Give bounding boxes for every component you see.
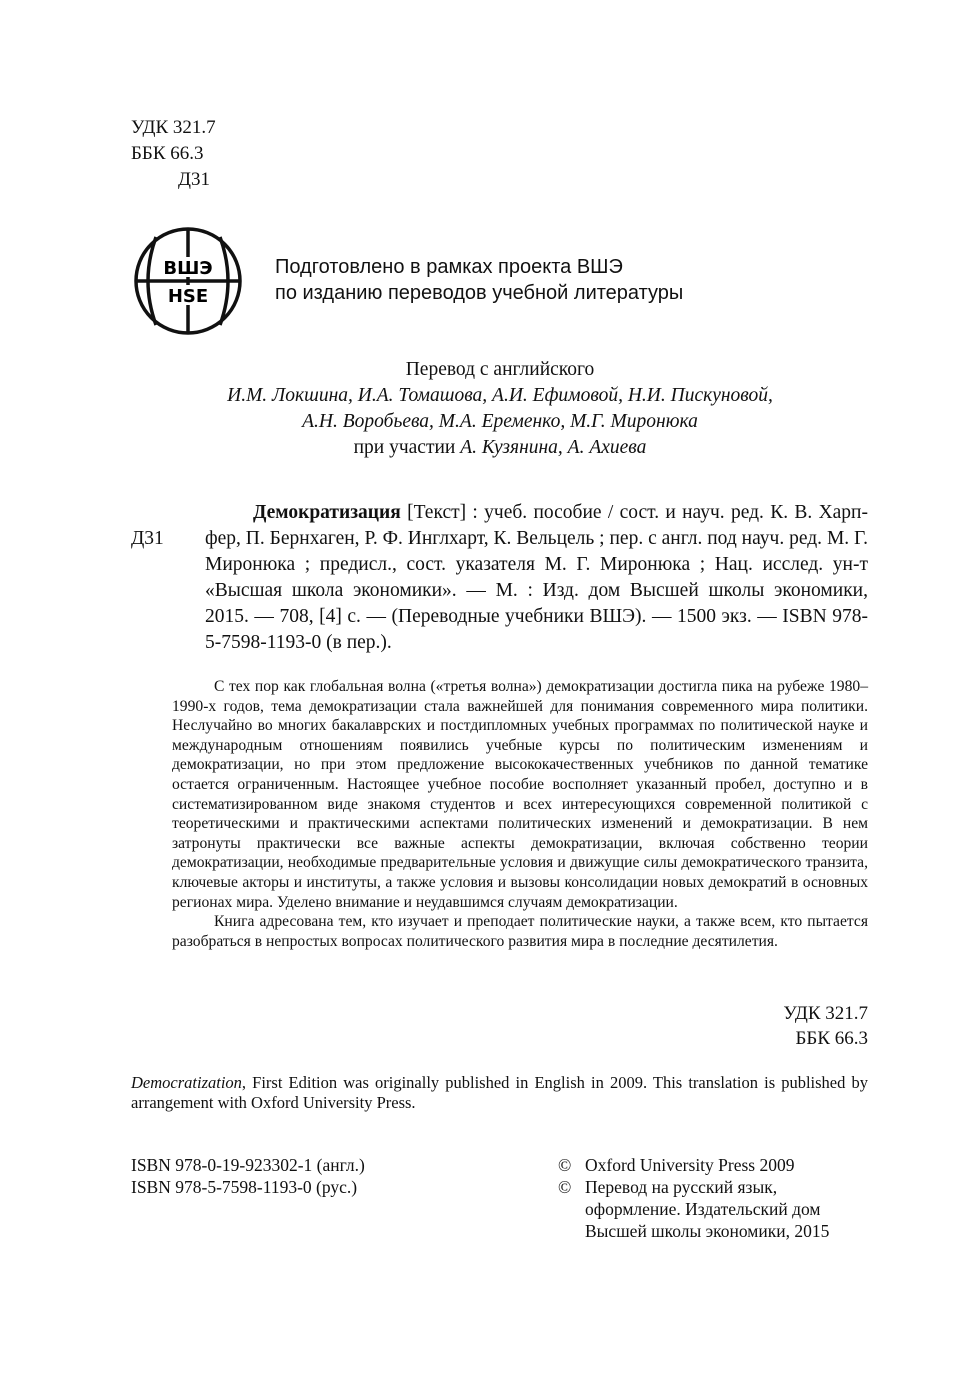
footer-udk: УДК 321.7 [783, 1003, 868, 1024]
participation-prefix: при участии [353, 437, 461, 458]
original-text: , First Edition was originally published in English in 2009. This translation is published by arrangement with Oxford University Press. [131, 1073, 868, 1112]
classification-block [131, 115, 216, 193]
copyright-hse-line1: Перевод на русский язык, [585, 1177, 778, 1197]
copyright-symbol: © [558, 1177, 572, 1197]
original-edition-note [131, 1073, 868, 1113]
project-note-line2: по изданию переводов учебной литературы [275, 282, 684, 304]
project-note-line1: Подготовлено в рамках проекта ВШЭ [275, 256, 623, 278]
translators-line1: И.М. Локшина, И.А. Томашова, А.И. Ефимовой, Н.И. Пискуновой, [227, 385, 773, 406]
udk-code: УДК 321.7 [131, 117, 216, 138]
hse-logo [132, 225, 244, 337]
copyright-oup [558, 1154, 829, 1176]
copyright-block [558, 1154, 829, 1242]
copyright-hse-line3: Высшей школы экономики, 2015 [585, 1221, 830, 1241]
footer-codes [783, 1001, 868, 1051]
translation-credits [150, 357, 850, 461]
copyright-oup-text: Oxford University Press 2009 [585, 1155, 795, 1175]
participation-line [150, 435, 850, 461]
isbn-english: ISBN 978-0-19-923302-1 (англ.) [131, 1155, 365, 1175]
abstract [172, 677, 868, 951]
copyright-hse-line2: оформление. Издательский дом [585, 1199, 821, 1219]
author-sign: Д31 [178, 169, 210, 190]
isbn-block [131, 1154, 365, 1198]
translators-line2: А.Н. Воробьева, М.А. Еременко, М.Г. Миронюка [302, 411, 698, 432]
catalog-entry [205, 500, 868, 656]
project-note [275, 254, 683, 306]
abstract-paragraph-1: С тех пор как глобальная волна («третья волна») демократизации достигла пика на рубеже 1980–1990-х годов, тема демократизации стала важнейшей для понимания современного мира политики. Неслучайно во многих бакалаврских и постдипломных учебных программах по политической науке и международным отношениям появились учебные курсы по политическим изменениям и демократизации, но при этом предложение высококачественных учебников по данной тематике остается ограниченным. Настоящее учебное пособие восполняет указанный пробел, доступно и в систематизированном виде знакомя студентов и всех интересующихся современной политикой с теоретическими и практическими аспектами политических изменений и демократизации. В нем затронуты практически все важные аспекты демократизации, включая собственно теории демократизации, необходимые предварительные условия и движущие силы демократического транзита, ключевые акторы и институты, а также условия и вызовы консолидации новых демократий в основных регионах мира. Уделено внимание и неудавшимся случаям демократизации. [172, 678, 868, 911]
logo-text-hse: HSE [167, 286, 209, 307]
participation-names: А. Кузянина, А. Ахиева [460, 437, 647, 458]
isbn-russian: ISBN 978-5-7598-1193-0 (рус.) [131, 1177, 358, 1197]
catalog-title: Демократизация [253, 502, 401, 523]
catalog-side-sign: Д31 [131, 528, 164, 549]
abstract-paragraph-2: Книга адресована тем, кто изучает и преподает политические науки, а также всем, кто пытается разобраться в непростых вопросах политического развития мира в последние десятилетия. [172, 913, 868, 950]
copyright-hse [558, 1176, 829, 1242]
catalog-text: [Текст] : учеб. пособие / сост. и науч. ред. К. В. Харпфер, П. Бернхаген, Р. Ф. Инглхарт, К. Вельцель ; пер. с англ. под науч. ред. М. Г. Миронюка ; предисл., сост. указателя М. Г. Миронюка ; Нац. исслед. ун-т «Высшая школа экономики». — М. : Изд. дом Высшей школы экономики, 2015. — 708, [4] с. — (Переводные учебники ВШЭ). — 1500 экз. — ISBN 978-5-7598-1193-0 (в пер.). [205, 502, 868, 653]
original-title: Democratization [131, 1073, 242, 1092]
footer-bbk: ББК 66.3 [795, 1028, 868, 1049]
logo-text-vshe: ВШЭ [163, 258, 213, 279]
copyright-symbol: © [558, 1155, 572, 1175]
bbk-code: ББК 66.3 [131, 143, 204, 164]
translation-heading: Перевод с английского [405, 359, 595, 380]
